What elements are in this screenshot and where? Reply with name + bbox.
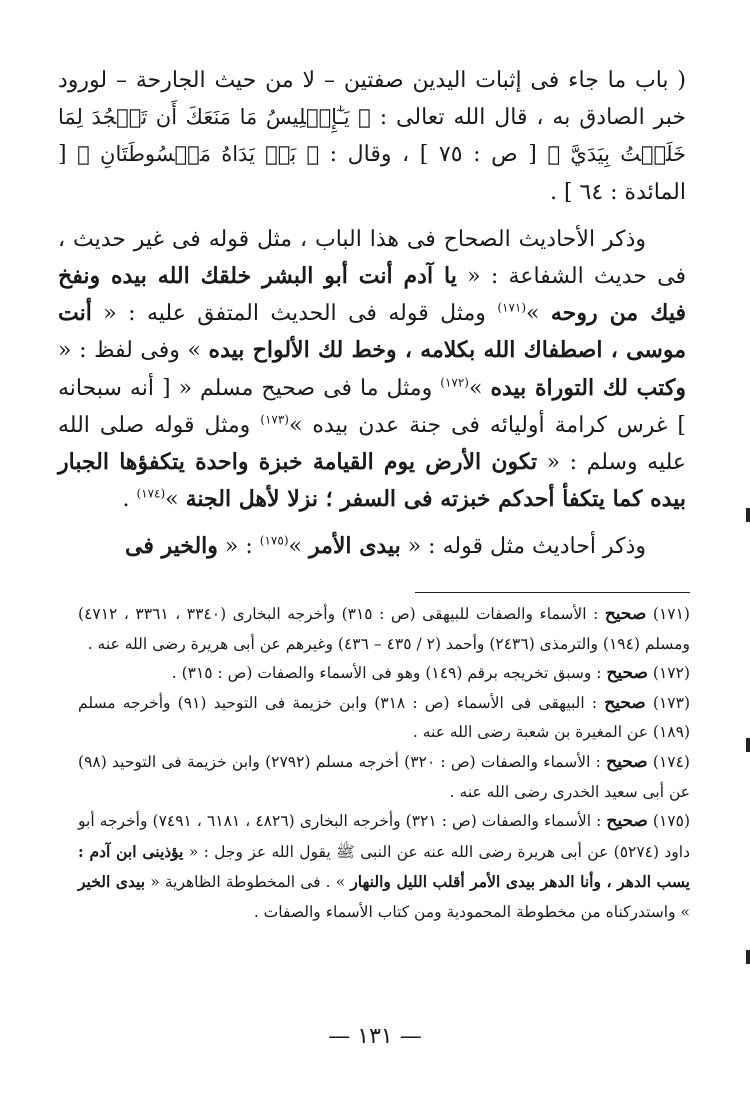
footnotes: [78, 600, 690, 928]
hadith-quote: بيدى الأمر: [308, 533, 401, 560]
footnote-number: (١٧١): [652, 605, 690, 623]
text-span: ( باب ما جاء فى إثبات اليدين صفتين – لا من حيث الجارحة – لورود خبر الصادق به ، قال الله تعالى :: [58, 68, 687, 131]
paragraph-2: [58, 221, 686, 519]
footnote-text: : البيهقى فى الأسماء (ص : ٣١٨) وابن خزيمة فى التوحيد (٩١) وأخرجه مسلم (١٨٩) عن المغيرة بن شعبة رضى الله عنه .: [78, 693, 690, 742]
footnote-grade: صحيح: [606, 811, 648, 832]
hadith-quote: والخير فى: [124, 533, 218, 560]
text-span: وذكر الأحاديث الصحاح فى هذا الباب ، مثل قوله فى غير حديث ، فى حديث الشفاعة : «: [58, 226, 686, 290]
edge-mark: [746, 950, 750, 964]
footnote-171: [78, 600, 690, 659]
footnote-ref[interactable]: (١٧٢): [440, 375, 469, 390]
hadith-quote: تكون الأرض يوم القيامة خبزة واحدة يتكفؤها الجبار بيده كما يتكفأ أحدكم خبزته فى السفر ؛ نزلا لأهل الجنة: [58, 449, 686, 513]
text-span: .: [122, 487, 137, 513]
text-span: [ المائدة : ٦٤ ] .: [58, 142, 686, 205]
footnote-text: : الأسماء والصفات (ص : ٣٢٠) أخرجه مسلم (٢٧٩٢) وابن خزيمة فى التوحيد (٩٨) عن أبى سعيد الخدرى رضى الله عنه .: [78, 752, 690, 801]
footnote-text: : الأسماء والصفات للبيهقى (ص : ٣١٥) وأخرجه البخارى (٣٣٤٠ ، ٣٣٦١ ، ٤٧١٢) ومسلم (١٩٤) والترمذى (٢٤٣٦) وأحمد (٢ / ٤٣٥ – ٤٣٦) وغيرهم عن أبى هريرة رضى الله عنه .: [78, 605, 690, 653]
footnote-number: (١٧٢): [652, 664, 690, 683]
hadith-quote: أنت موسى ، اصطفاك الله بكلامه ، وخط لك الألواح بيده: [58, 300, 686, 364]
text-span: ومثل قوله صلى الله عليه وسلم : «: [58, 412, 686, 476]
page-number: — ١٣١ —: [328, 1024, 422, 1049]
footnote-grade: صحيح: [604, 604, 647, 624]
footnote-text: » واستدركناه من مخطوطة المحمودية ومن كتاب الأسماء والصفات .: [253, 902, 690, 921]
footnote-ref[interactable]: (١٧٤): [136, 486, 166, 501]
footnote-quote: بيدى الخير: [78, 872, 146, 892]
text-span: ومثل قوله فى الحديث المتفق عليه : «: [91, 301, 498, 327]
footnote-text: : الأسماء والصفات (ص : ٣٢١) وأخرجه البخارى (٤٨٢٦ ، ٦١٨١ ، ٧٤٩١) وأخرجه أبو داود (٥٢٧٤) عن أبى هريرة رضى الله عنه عن النبى ﷺ يقول الله عز وجل : «: [78, 812, 690, 861]
edge-mark: [746, 508, 750, 522]
text-span: »: [288, 534, 309, 560]
text-span: » وفى لفظ : «: [58, 338, 209, 364]
footnote-number: (١٧٥): [652, 812, 691, 831]
footnote-number: (١٧٤): [652, 752, 690, 771]
quran-verse: ﴿ يَـٰٓإِبۡلِيسُ مَا مَنَعَكَ أَن تَسۡجُدَ لِمَا خَلَقۡتُ بِيَدَيَّ ﴾: [58, 105, 687, 167]
edge-mark: [746, 738, 750, 752]
footnote-grade: صحيح: [606, 663, 648, 684]
text-span: وذكر أحاديث مثل قوله : «: [400, 534, 646, 560]
footnote-175: [78, 807, 690, 927]
hadith-quote: يا آدم أنت أبو البشر خلقك الله بيده ونفخ فيك من روحه: [58, 263, 686, 327]
text-span: »: [468, 375, 491, 401]
text-span: »: [526, 301, 551, 327]
footnote-173: [78, 689, 690, 748]
footnote-separator: [415, 592, 690, 593]
paragraph-1: [58, 62, 686, 211]
text-span: »: [165, 487, 186, 513]
footnote-172: [78, 659, 690, 689]
footnote-text: » . فى المخطوطة الظاهرية «: [145, 873, 351, 892]
paragraph-3: [58, 528, 686, 565]
text-span: : «: [217, 534, 260, 560]
footnote-ref[interactable]: (١٧١): [497, 300, 527, 315]
footnote-174: [78, 748, 690, 807]
footnote-ref[interactable]: (١٧٣): [260, 412, 289, 427]
main-text: [58, 62, 686, 566]
hadith-quote: وكتب لك التوراة بيده: [490, 374, 687, 401]
footnote-text: : وسبق تخريجه برقم (١٤٩) وهو فى الأسماء والصفات (ص : ٣١٥) .: [171, 664, 607, 683]
footnote-quote: يؤذينى ابن آدم : يسب الدهر ، وأنا الدهر بيدى الأمر أقلب الليل والنهار: [78, 841, 690, 892]
footnote-grade: صحيح: [606, 751, 648, 772]
text-span: [ ص : ٧٥ ] ، وقال :: [319, 142, 548, 168]
quran-verse: ﴿ بَلۡ يَدَاهُ مَبۡسُوطَتَانِ ﴾: [77, 142, 320, 167]
footnote-grade: صحيح: [604, 692, 646, 713]
footnote-number: (١٧٣): [652, 693, 690, 712]
footnote-ref[interactable]: (١٧٥): [259, 534, 289, 549]
text-span: ومثل ما فى صحيح مسلم « [ أنه سبحانه ] غرس كرامة أوليائه فى جنة عدن بيده »: [58, 375, 686, 438]
